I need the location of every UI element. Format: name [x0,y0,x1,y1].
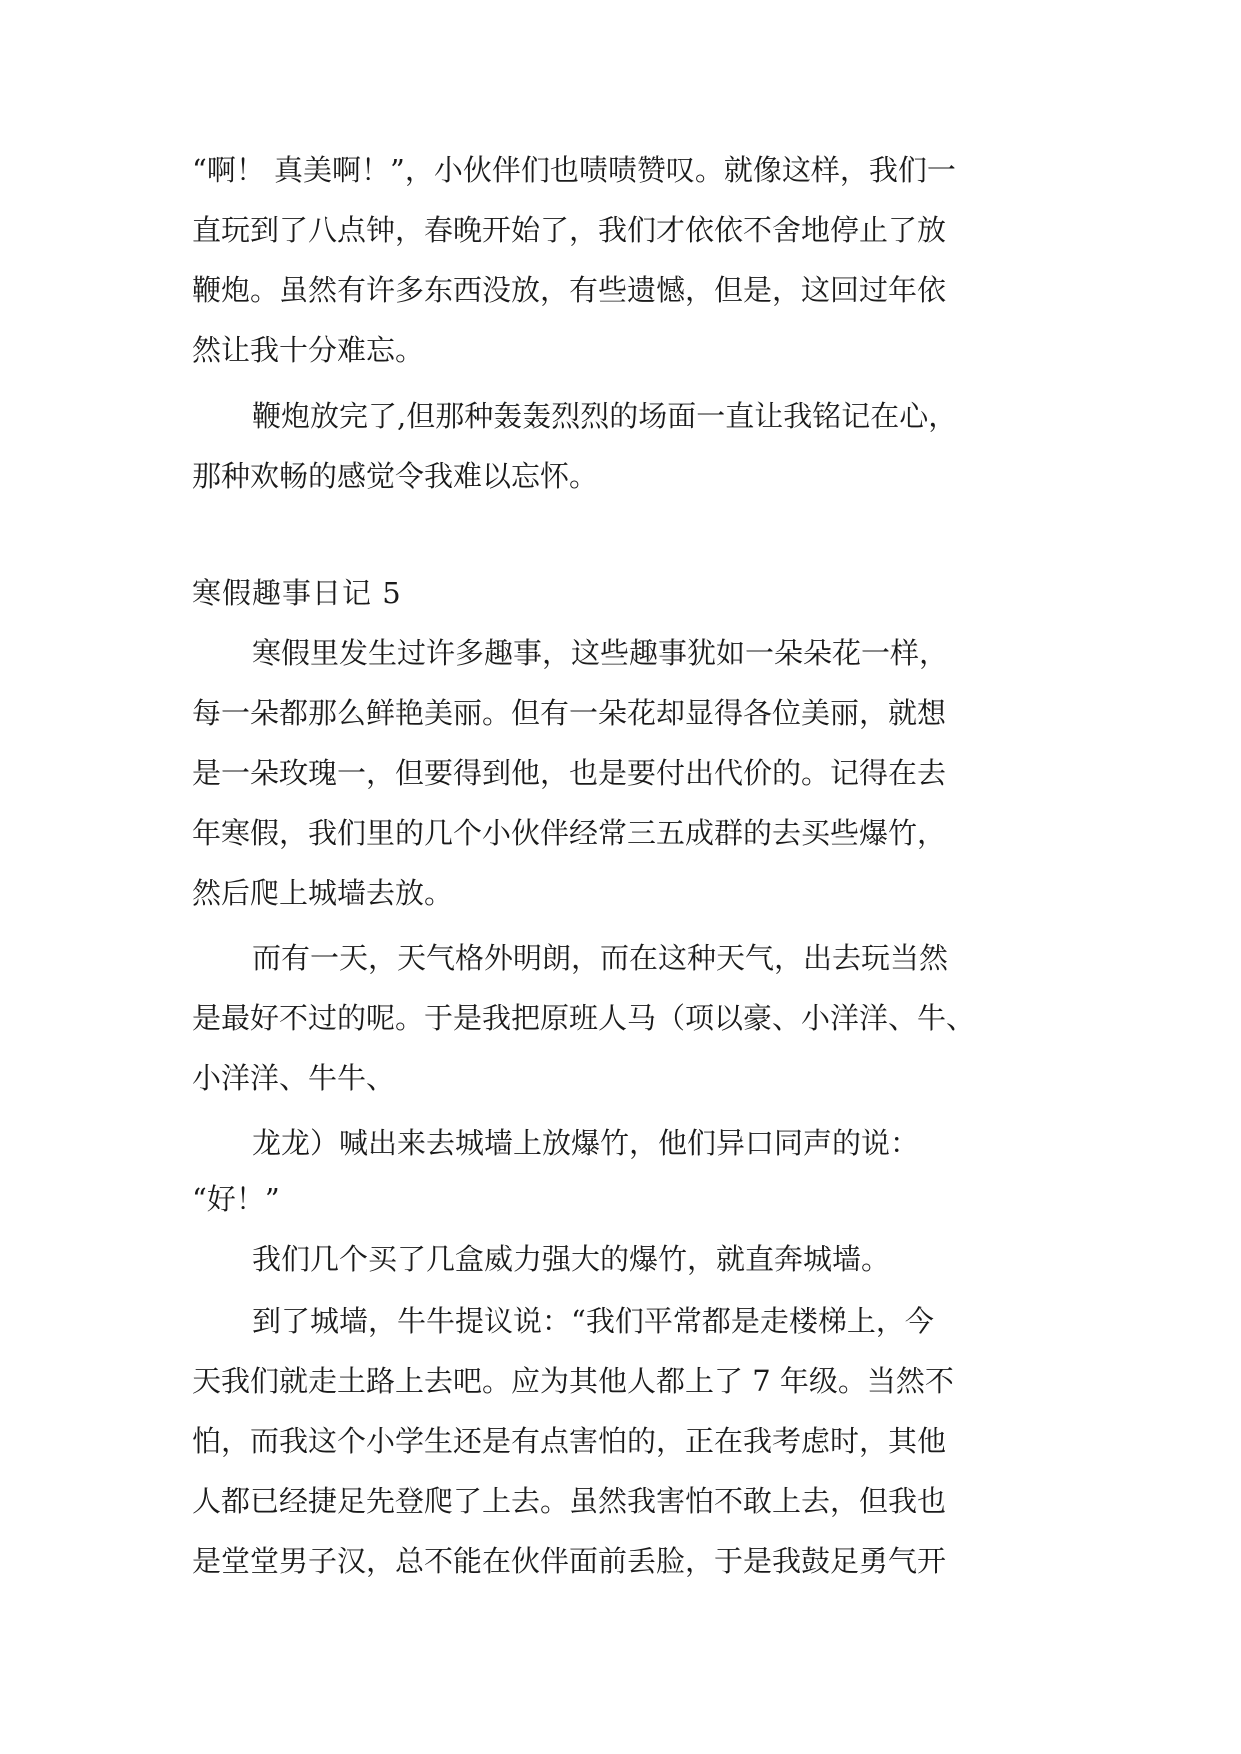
paragraph-line: 怕，而我这个小学生还是有点害怕的，正在我考虑时，其他 [192,1424,947,1458]
paragraph-line: 是堂堂男子汉，总不能在伙伴面前丢脸，于是我鼓足勇气开 [192,1544,947,1578]
paragraph-line: 龙龙）喊出来去城墙上放爆竹，他们异口同声的说： [252,1126,920,1160]
paragraph-line: 我们几个买了几盒威力强大的爆竹，就直奔城墙。 [252,1242,891,1276]
paragraph-line: 那种欢畅的感觉令我难以忘怀。 [192,459,599,493]
paragraph-line: 然后爬上城墙去放。 [192,876,454,910]
paragraph-line: 而有一天，天气格外明朗，而在这种天气，出去玩当然 [252,941,949,975]
paragraph-line: 直玩到了八点钟，春晚开始了，我们才依依不舍地停止了放 [192,213,947,247]
paragraph-line: 天我们就走土路上去吧。应为其他人都上了 7 年级。当然不 [192,1364,954,1398]
paragraph-line: 寒假里发生过许多趣事，这些趣事犹如一朵朵花一样， [252,636,949,670]
paragraph-line: 人都已经捷足先登爬了上去。虽然我害怕不敢上去，但我也 [192,1484,947,1518]
paragraph-line: 是一朵玫瑰一，但要得到他，也是要付出代价的。记得在去 [192,756,947,790]
paragraph-line: 然让我十分难忘。 [192,333,425,367]
paragraph-line: 年寒假，我们里的几个小伙伴经常三五成群的去买些爆竹， [192,816,947,850]
paragraph-line: 每一朵都那么鲜艳美丽。但有一朵花却显得各位美丽，就想 [192,696,947,730]
paragraph-line: 小洋洋、牛牛、 [192,1061,396,1095]
paragraph-line: 是最好不过的呢。于是我把原班人马（项以豪、小洋洋、牛、 [192,1001,976,1035]
paragraph-line: “好！” [192,1182,280,1216]
paragraph-line: 鞭炮放完了,但那种轰轰烈烈的场面一直让我铭记在心， [252,399,958,433]
paragraph-line: 鞭炮。虽然有许多东西没放，有些遗憾，但是，这回过年依 [192,273,947,307]
paragraph-line: “啊！ 真美啊！”，小伙伴们也啧啧赞叹。就像这样，我们一 [192,153,956,187]
paragraph-line: 到了城墙，牛牛提议说：“我们平常都是走楼梯上，今 [252,1304,934,1338]
section-heading: 寒假趣事日记 5 [192,576,402,610]
